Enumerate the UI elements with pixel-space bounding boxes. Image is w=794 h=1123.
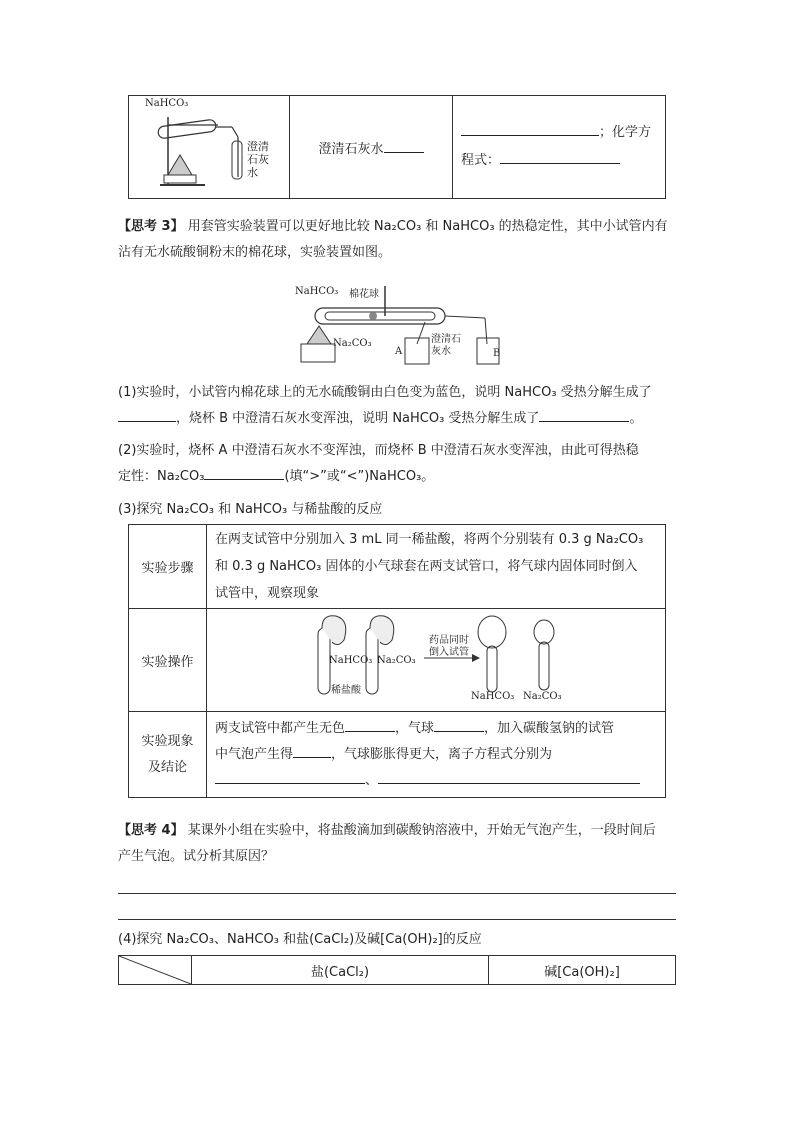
beaker-b-label: B	[493, 348, 501, 359]
question-4-title: (4)探究 Na₂CO₃、NaHCO₃ 和盐(CaCl₂)及碱[Ca(OH)₂]的反应	[118, 932, 482, 947]
row-label: 实验步骤	[129, 525, 207, 609]
blank[interactable]	[500, 149, 620, 164]
apparatus-cell	[129, 96, 290, 199]
answer-line[interactable]	[118, 919, 676, 920]
nahco3-label: NaHCO₃	[295, 286, 339, 297]
diagonal-header-cell	[119, 956, 192, 985]
column-header-salt: 盐(CaCl₂)	[192, 956, 489, 985]
question-2: (2)实验时，烧杯 A 中澄清石灰水不变浑浊，而烧杯 B 中澄清石灰水变浑浊，由此可得热稳 定性：Na₂CO₃ (填“>”或“<”)NaHCO₃。	[118, 443, 639, 484]
cotton-label: 棉花球	[349, 289, 379, 300]
na2co3-label: Na₂CO₃	[377, 655, 416, 666]
step-content: 在两支试管中分别加入 3 mL 同一稀盐酸，将两个分别装有 0.3 g Na₂CO₃ 和 0.3 g NaHCO₃ 固体的小气球套在两支试管口，将气球内固体同时倒入 试管中，观察现象	[207, 525, 666, 609]
nahco3-label: NaHCO₃	[145, 98, 189, 109]
blank[interactable]	[378, 769, 640, 784]
think3-paragraph: 【思考 3】 用套管实验装置可以更好地比较 Na₂CO₃ 和 NaHCO₃ 的热稳定性，其中小试管内有 沾有无水硫酸铜粉末的棉花球，实验装置如图。	[118, 219, 668, 260]
blank[interactable]	[434, 717, 484, 732]
blank[interactable]	[118, 407, 176, 422]
top-table	[128, 95, 666, 199]
column-header-base: 碱[Ca(OH)₂]	[489, 956, 676, 985]
answer-line[interactable]	[118, 893, 676, 894]
think4-paragraph: 【思考 4】 某课外小组在实验中，将盐酸滴加到碳酸钠溶液中，开始无气泡产生，一段时间后 产生气泡。试分析其原因？	[118, 823, 656, 864]
blank[interactable]	[384, 138, 424, 153]
blank[interactable]	[461, 121, 599, 136]
operation-figure-cell	[207, 609, 666, 712]
limewater-cell	[290, 96, 453, 199]
na2co3-after-label: Na₂CO₃	[523, 691, 562, 702]
limewater-label: 澄清 石灰 水	[247, 140, 269, 179]
row-label: 实验现象 及结论	[129, 712, 207, 798]
question-1: (1)实验时，小试管内棉花球上的无水硫酸铜由白色变为蓝色，说明 NaHCO₃ 受热分解生成了 ，烧杯 B 中澄清石灰水变浑浊，说明 NaHCO₃ 受热分解生成了 。	[118, 385, 652, 426]
blank[interactable]	[215, 769, 365, 784]
limewater-phenomenon: 澄清石灰水	[318, 141, 384, 157]
blank[interactable]	[293, 743, 331, 758]
question-3-title: (3)探究 Na₂CO₃ 和 NaHCO₃ 与稀盐酸的反应	[118, 502, 383, 517]
nahco3-after-label: NaHCO₃	[471, 691, 515, 702]
equation-cell: ；化学方 程式：	[453, 96, 666, 199]
acid-label: 稀盐酸	[331, 685, 361, 696]
row-label: 实验操作	[129, 609, 207, 712]
nested-tube-figure	[295, 282, 505, 368]
beaker-a-label: A	[395, 346, 403, 357]
balloon-experiment-figure	[214, 610, 664, 710]
nahco3-label: NaHCO₃	[329, 655, 373, 666]
acid-reaction-table	[128, 524, 666, 798]
limewater-label: 澄清石 灰水	[431, 334, 461, 357]
blank[interactable]	[204, 465, 284, 480]
arrow-label: 药品同时 倒入试管	[429, 635, 469, 658]
salt-base-table	[118, 955, 676, 985]
blank[interactable]	[345, 717, 395, 732]
blank[interactable]	[539, 407, 629, 422]
na2co3-label: Na₂CO₃	[333, 338, 372, 349]
conclusion-content: 两支试管中都产生无色 ，气球 ，加入碳酸氢钠的试管 中气泡产生得 ，气球膨胀得更大，离子方程式分别为 、	[207, 712, 666, 798]
